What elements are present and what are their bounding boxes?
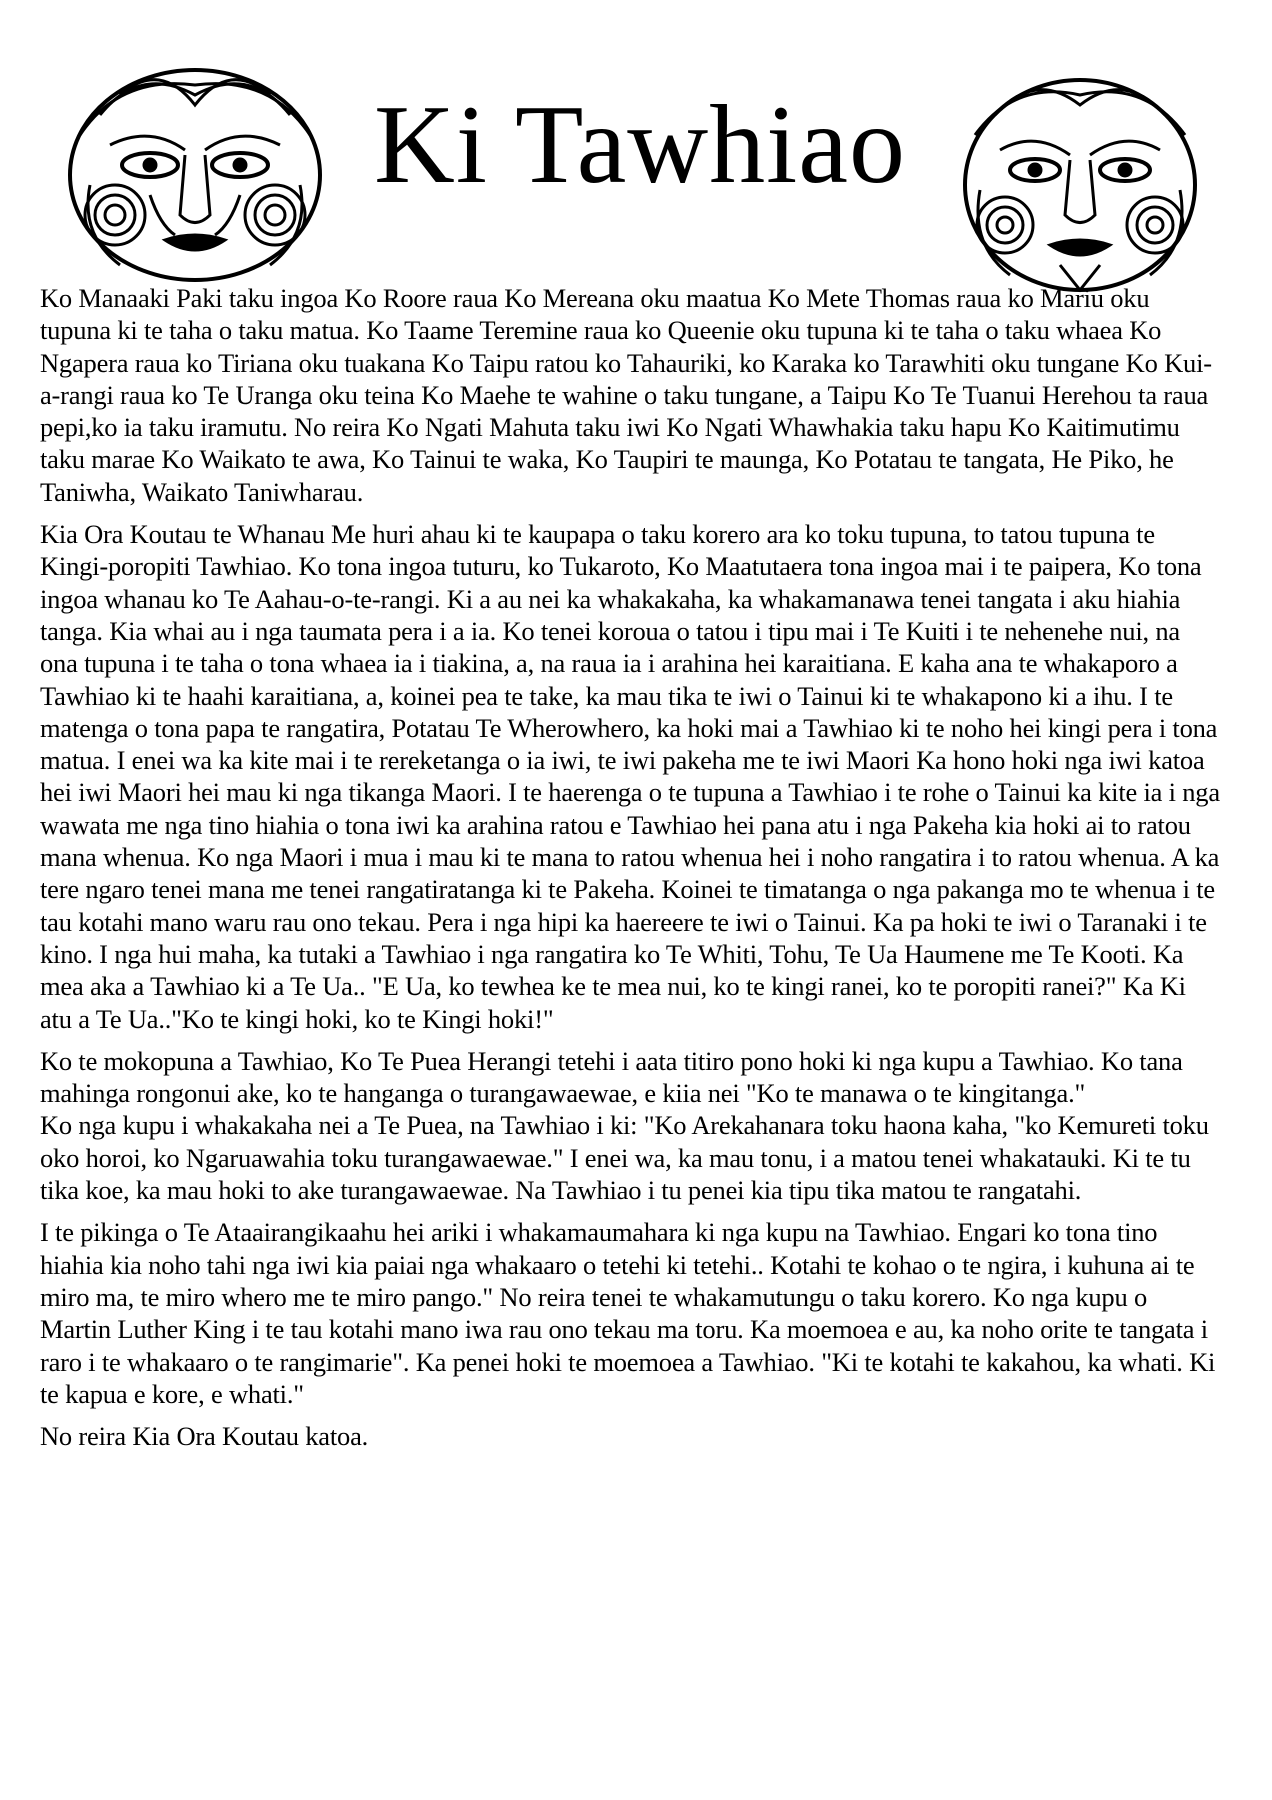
paragraph-whakatauki: Ko nga kupu i whakakaha nei a Te Puea, na Tawhiao i ki: "Ko Arekahanara toku haona kaha, "ko Kemureti toku oko horoi, ko Ngaruawahia toku turangawaewae." I enei wa, ka mau tonu, i a matou tenei whakatauki. Ki te tu tika koe, ka mau hoki to ake turangawaewae. Na Tawhiao i tu penei kia tipu tika matou te rangatahi. — [40, 1110, 1209, 1206]
page-header — [0, 0, 1272, 290]
page-title: Ki Tawhiao — [374, 83, 906, 207]
article-body — [40, 282, 1220, 1462]
paragraph-introduction: Ko Manaaki Paki taku ingoa Ko Roore raua Ko Mereana oku maatua Ko Mete Thomas raua ko Mariu oku tupuna ki te taha o taku matua. Ko Taame Teremine raua ko Queenie oku tupuna ki te taha o taku whaea Ko Ngapera raua ko Tiriana oku tuakana Ko Taipu ratou ko Tahauriki, ko Karaka ko Tarawhiti oku tungane Ko Kui-a-rangi raua ko Te Uranga oku teina Ko Maehe te wahine o taku tungane, a Taipu Ko Te Tuanui Herehou ta raua pepi,ko ia taku iramutu. No reira Ko Ngati Mahuta taku iwi Ko Ngati Whawhakia taku hapu Ko Kaitimutimu taku marae Ko Waikato te awa, Ko Tainui te waka, Ko Taupiri te maunga, Ko Potatau te tangata, He Piko, he Taniwha, Waikato Taniwharau. — [40, 283, 1212, 507]
moko-face-right-illustration — [955, 65, 1205, 295]
paragraph-closing: No reira Kia Ora Koutau katoa. — [40, 1421, 369, 1452]
paragraph-te-puea: Ko te mokopuna a Tawhiao, Ko Te Puea Herangi tetehi i aata titiro pono hoki ki nga kupu a Tawhiao. Ko tana mahinga rongonui ake, ko te hanganga o turangawaewae, e kiia nei "Ko te manawa o te kingitanga." — [40, 1045, 1183, 1109]
paragraph-te-ataairangikaahu: I te pikinga o Te Ataairangikaahu hei ariki i whakamaumahara ki nga kupu na Tawhiao. Engari ko tona tino hiahia kia noho tahi nga iwi kia paiai nga whakaaro o tetehi ki tetehi.. Kotahi te kohao o te ngira, i kuhuna ai te miro ma, te miro whero me te miro pango." No reira tenei te whakamutungu o taku korero. Ko nga kupu o Martin Luther King i te tau kotahi mano iwa rau ono tekau ma toru. Ka moemoea e au, ka noho orite te tangata i raro i te whakaaro o te rangimarie". Ka penei hoki te moemoea a Tawhiao. "Ki te kotahi te kakahou, ka whati. Ki te kapua e kore, e whati." — [40, 1217, 1216, 1409]
paragraph-tawhiao-history: Kia Ora Koutau te Whanau Me huri ahau ki te kaupapa o taku korero ara ko toku tupuna, to tatou tupuna te Kingi-poropiti Tawhiao. Ko tona ingoa tuturu, ko Tukaroto, Ko Maatutaera tona ingoa mai i te paipera, Ko tona ingoa whanau ko Te Aahau-o-te-rangi. Ki a au nei ka whakakaha, ka whakamanawa tenei tangata i aku hiahia tanga. Kia whai au i nga taumata pera i a ia. Ko tenei koroua o tatou i tipu mai i Te Kuiti i te nehenehe nui, na ona tupuna i te taha o tona whaea ia i tiakina, a, na raua ia i arahina hei karaitiana. E kaha ana te whakaporo a Tawhiao ki te haahi karaitiana, a, koinei pea te take, ka mau tika te iwi o Tainui ki te whakapono ki a ihu. I te matenga o tona papa te rangatira, Potatau Te Wherowhero, ka hoki mai a Tawhiao ki te noho hei kingi pera i tona matua. I enei wa ka kite mai i te rereketanga o ia iwi, te iwi pakeha me te iwi Maori Ka hono hoki nga iwi katoa hei iwi Maori hei mau ki nga tikanga Maori. I te haerenga o te tupuna a Tawhiao i te rohe o Tainui ka kite ia i nga wawata me nga tino hiahia o tona iwi ka arahina ratou e Tawhiao hei pana atu i nga Pakeha kia hoki ai to ratou mana whenua. Ko nga Maori i mua i mau ki te mana to ratou whenua hei i noho rangatira i to ratou whenua. A ka tere ngaro tenei mana me tenei rangatiratanga ki te Pakeha. Koinei te timatanga o nga pakanga mo te whenua i te tau kotahi mano waru rau ono tekau. Pera i nga hipi ka haereere te iwi o Tainui. Ka pa hoki te iwi o Taranaki i te kino. I nga hui maha, ka tutaki a Tawhiao i nga rangatira ko Te Whiti, Tohu, Te Ua Haumene me Te Kooti. Ka mea aka a Tawhiao ki a Te Ua.. "E Ua, ko tewhea ke te mea nui, ko te kingi ranei, ko te poropiti ranei?" Ka Ki atu a Te Ua.."Ko te kingi hoki, ko te Kingi hoki!" — [40, 519, 1220, 1034]
moko-face-left-illustration — [60, 55, 330, 285]
